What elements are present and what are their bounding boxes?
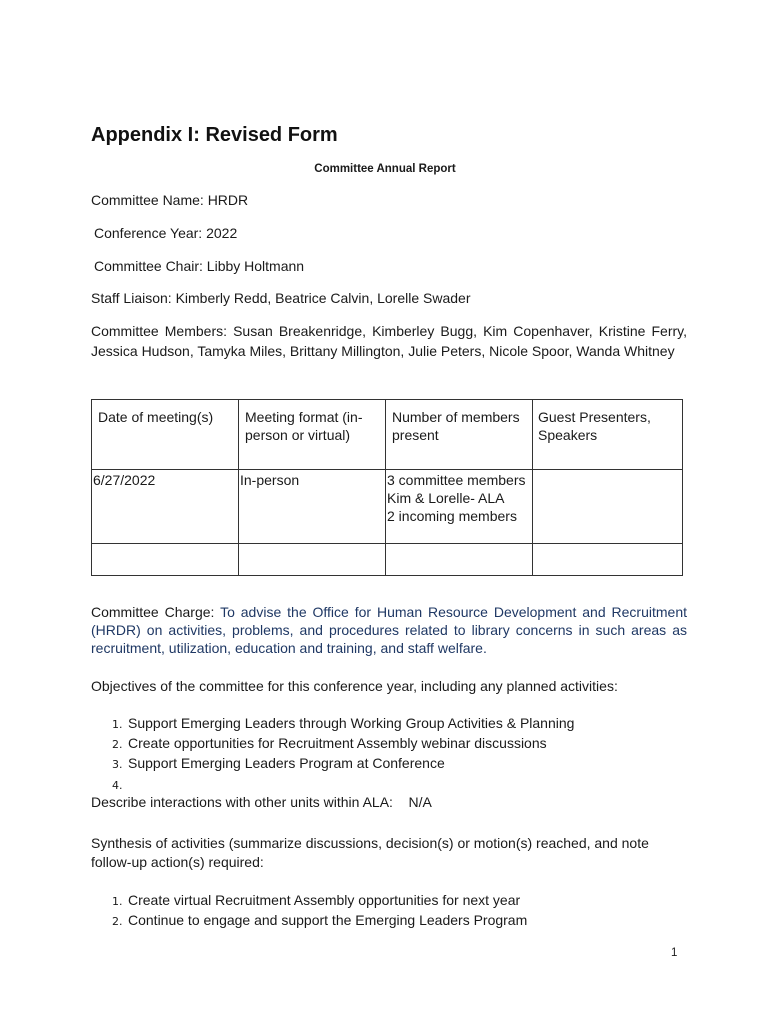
list-number: 2. [112, 915, 123, 929]
list-text: Create virtual Recruitment Assembly opportunities for next year [128, 892, 521, 908]
header-members-present: Number of members present [386, 400, 533, 470]
cell-members-present [386, 544, 533, 576]
page-number: 1 [671, 947, 678, 959]
list-text: Support Emerging Leaders through Working Group Activities & Planning [128, 715, 575, 731]
cell-format: In-person [239, 470, 386, 544]
page-title: Appendix I: Revised Form [91, 124, 338, 146]
objectives-list [112, 714, 574, 795]
cell-date [92, 544, 239, 576]
committee-chair: Committee Chair: Libby Holtmann [94, 258, 305, 274]
table-header-row [92, 400, 683, 470]
committee-members: Committee Members: Susan Breakenridge, Kimberley Bugg, Kim Copenhaver, Kristine Ferry, Jessica Hudson, Tamyka Miles, Brittany Millington, Julie Peters, Nicole Spoor, Wanda Whitney [91, 323, 687, 359]
synthesis-intro-text: Synthesis of activities (summarize discussions, decision(s) or motion(s) reached, and note follow-up action(s) required: [91, 835, 649, 870]
cell-date: 6/27/2022 [92, 470, 239, 544]
table-row [92, 544, 683, 576]
list-item [112, 734, 574, 754]
list-item [112, 754, 574, 774]
list-number: 4. [112, 778, 123, 792]
synthesis-intro [91, 834, 681, 872]
charge-text: To advise the Office for Human Resource Development and Recruitment (HRDR) on activities, problems, and procedures related to library concerns in such areas as recruitment, utilization, education and training, and staff welfare. [91, 604, 687, 656]
charge-label: Committee Charge: [91, 604, 221, 620]
list-item [112, 911, 527, 931]
list-item [112, 775, 574, 795]
header-date: Date of meeting(s) [92, 400, 239, 470]
conference-year: Conference Year: 2022 [94, 225, 238, 241]
objectives-intro: Objectives of the committee for this conference year, including any planned activities: [91, 678, 618, 694]
committee-name: Committee Name: HRDR [91, 192, 249, 208]
form-subtitle: Committee Annual Report [314, 163, 456, 175]
list-text: Continue to engage and support the Emerging Leaders Program [128, 912, 528, 929]
synthesis-list [112, 891, 527, 931]
list-item [112, 891, 527, 911]
list-item [112, 714, 574, 734]
list-number: 2. [112, 738, 123, 752]
header-guests: Guest Presenters, Speakers [533, 400, 683, 470]
cell-guests [533, 544, 683, 576]
cell-format [239, 544, 386, 576]
list-text: Support Emerging Leaders Program at Conference [128, 755, 445, 772]
list-number: 3. [112, 758, 123, 772]
header-format: Meeting format (in-person or virtual) [239, 400, 386, 470]
interactions: Describe interactions with other units within ALA: N/A [91, 794, 432, 810]
meetings-table [91, 399, 683, 576]
committee-charge [91, 603, 687, 657]
cell-members-present: 3 committee members Kim & Lorelle- ALA 2 incoming members [386, 470, 533, 544]
staff-liaison: Staff Liaison: Kimberly Redd, Beatrice Calvin, Lorelle Swader [91, 290, 471, 306]
list-number: 1. [112, 895, 123, 908]
cell-guests [533, 470, 683, 544]
list-number: 1. [112, 718, 123, 731]
table-row [92, 470, 683, 544]
list-text: Create opportunities for Recruitment Assembly webinar discussions [128, 735, 547, 752]
